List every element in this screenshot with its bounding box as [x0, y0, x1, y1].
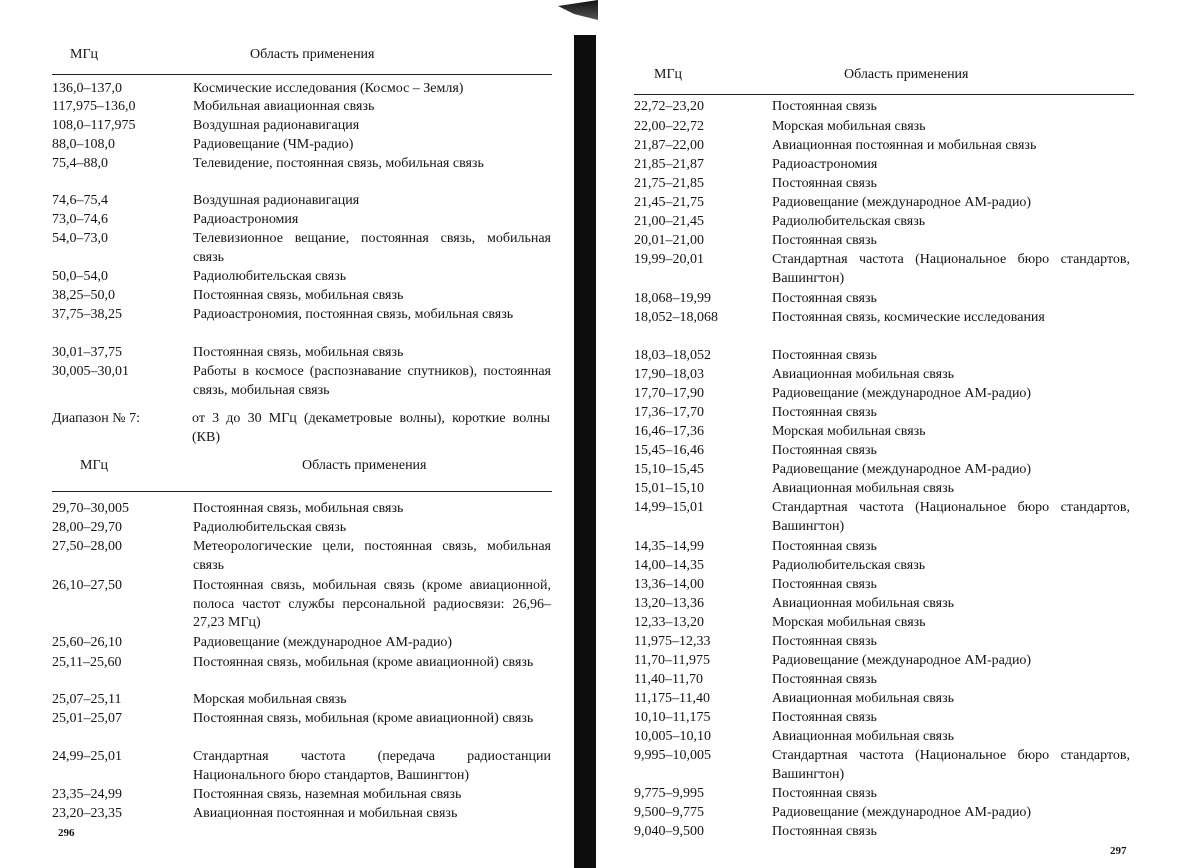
application-cell: Радиоастрономия, постоянная связь, мобильная связь	[193, 306, 551, 325]
application-cell: Радиовещание (международное АМ-радио)	[772, 461, 1130, 480]
frequency-cell: 9,500–9,775	[634, 804, 704, 823]
application-cell: Метеорологические цели, постоянная связь, мобильная связь	[193, 538, 551, 575]
frequency-cell: 19,99–20,01	[634, 251, 704, 270]
application-cell: Радиовещание (международное АМ-радио)	[772, 804, 1130, 823]
application-cell: Постоянная связь	[772, 404, 1130, 423]
application-cell: Постоянная связь, мобильная связь	[193, 344, 551, 363]
frequency-cell: 10,005–10,10	[634, 728, 711, 747]
application-cell: Морская мобильная связь	[193, 691, 551, 710]
application-cell: Постоянная связь, мобильная (кроме авиационной) связь	[193, 654, 551, 673]
application-cell: Космические исследования (Космос – Земля)	[193, 80, 551, 99]
frequency-cell: 11,40–11,70	[634, 671, 703, 690]
left-table1-col-use: Область применения	[250, 47, 375, 63]
frequency-cell: 23,35–24,99	[52, 786, 122, 805]
application-cell: Постоянная связь, наземная мобильная связь	[193, 786, 551, 805]
frequency-cell: 54,0–73,0	[52, 230, 108, 249]
frequency-cell: 14,00–14,35	[634, 557, 704, 576]
frequency-cell: 18,03–18,052	[634, 347, 711, 366]
application-cell: Авиационная мобильная связь	[772, 366, 1130, 385]
application-cell: Радиовещание (международное АМ-радио)	[193, 634, 551, 653]
frequency-cell: 136,0–137,0	[52, 80, 122, 99]
right-table-col-freq: МГц	[654, 67, 682, 83]
application-cell: Мобильная авиационная связь	[193, 98, 551, 117]
frequency-cell: 21,75–21,85	[634, 175, 704, 194]
frequency-cell: 108,0–117,975	[52, 117, 135, 136]
application-cell: Радиолюбительская связь	[193, 519, 551, 538]
application-cell: Постоянная связь	[772, 175, 1130, 194]
frequency-cell: 21,87–22,00	[634, 137, 704, 156]
left-table1-rule	[52, 74, 552, 75]
application-cell: Радиовещание (международное АМ-радио)	[772, 385, 1130, 404]
frequency-cell: 15,45–16,46	[634, 442, 704, 461]
application-cell: Морская мобильная связь	[772, 423, 1130, 442]
application-cell: Радиоастрономия	[193, 211, 551, 230]
application-cell: Постоянная связь	[772, 442, 1130, 461]
application-cell: Телевидение, постоянная связь, мобильная связь	[193, 155, 551, 174]
book-spine	[574, 35, 596, 868]
frequency-cell: 16,46–17,36	[634, 423, 704, 442]
frequency-cell: 24,99–25,01	[52, 748, 122, 767]
application-cell: Постоянная связь	[772, 633, 1130, 652]
frequency-cell: 38,25–50,0	[52, 287, 115, 306]
frequency-cell: 21,45–21,75	[634, 194, 704, 213]
frequency-cell: 15,10–15,45	[634, 461, 704, 480]
application-cell: Морская мобильная связь	[772, 614, 1130, 633]
page-number-right: 297	[1110, 845, 1127, 857]
frequency-cell: 18,052–18,068	[634, 309, 718, 328]
application-cell: Радиоастрономия	[772, 156, 1130, 175]
application-cell: Постоянная связь	[772, 576, 1130, 595]
page-number-left: 296	[58, 827, 75, 839]
frequency-cell: 30,01–37,75	[52, 344, 122, 363]
application-cell: Постоянная связь, мобильная связь	[193, 500, 551, 519]
application-cell: Радиовещание (международное АМ-радио)	[772, 194, 1130, 213]
frequency-cell: 11,70–11,975	[634, 652, 710, 671]
application-cell: Постоянная связь	[772, 538, 1130, 557]
frequency-cell: 37,75–38,25	[52, 306, 122, 325]
application-cell: Постоянная связь	[772, 290, 1130, 309]
application-cell: Воздушная радионавигация	[193, 192, 551, 211]
frequency-cell: 9,040–9,500	[634, 823, 704, 842]
application-cell: Радиолюбительская связь	[193, 268, 551, 287]
frequency-cell: 11,975–12,33	[634, 633, 710, 652]
frequency-cell: 17,70–17,90	[634, 385, 704, 404]
frequency-cell: 30,005–30,01	[52, 363, 129, 382]
frequency-cell: 25,60–26,10	[52, 634, 122, 653]
application-cell: Авиационная постоянная и мобильная связь	[193, 805, 551, 824]
frequency-cell: 25,07–25,11	[52, 691, 121, 710]
application-cell: Радиовещание (ЧМ-радио)	[193, 136, 551, 155]
application-cell: Радиовещание (международное АМ-радио)	[772, 652, 1130, 671]
application-cell: Авиационная мобильная связь	[772, 690, 1130, 709]
application-cell: Воздушная радионавигация	[193, 117, 551, 136]
frequency-cell: 12,33–13,20	[634, 614, 704, 633]
application-cell: Стандартная частота (Национальное бюро стандартов, Вашингтон)	[772, 499, 1130, 536]
frequency-cell: 9,995–10,005	[634, 747, 711, 766]
range-text: от 3 до 30 МГц (декаметровые волны), короткие волны (КВ)	[192, 410, 550, 447]
application-cell: Авиационная постоянная и мобильная связь	[772, 137, 1130, 156]
range-label: Диапазон № 7:	[52, 410, 192, 429]
left-table1-col-freq: МГц	[70, 47, 98, 63]
application-cell: Морская мобильная связь	[772, 118, 1130, 137]
left-table2-rule	[52, 491, 552, 492]
application-cell: Постоянная связь, мобильная (кроме авиационной) связь	[193, 710, 551, 729]
left-table2-col-freq: МГц	[80, 458, 108, 474]
frequency-cell: 18,068–19,99	[634, 290, 711, 309]
application-cell: Стандартная частота (передача радиостанции Национального бюро стандартов, Вашингтон)	[193, 748, 551, 785]
frequency-cell: 21,85–21,87	[634, 156, 704, 175]
application-cell: Работы в космосе (распознавание спутников), постоянная связь, мобильная связь	[193, 363, 551, 400]
frequency-cell: 74,6–75,4	[52, 192, 108, 211]
frequency-cell: 27,50–28,00	[52, 538, 122, 557]
frequency-cell: 23,20–23,35	[52, 805, 122, 824]
application-cell: Радиолюбительская связь	[772, 213, 1130, 232]
frequency-cell: 28,00–29,70	[52, 519, 122, 538]
frequency-cell: 13,20–13,36	[634, 595, 704, 614]
application-cell: Постоянная связь	[772, 232, 1130, 251]
frequency-cell: 25,01–25,07	[52, 710, 122, 729]
frequency-cell: 88,0–108,0	[52, 136, 115, 155]
frequency-cell: 22,00–22,72	[634, 118, 704, 137]
frequency-cell: 73,0–74,6	[52, 211, 108, 230]
frequency-cell: 11,175–11,40	[634, 690, 710, 709]
application-cell: Постоянная связь	[772, 671, 1130, 690]
application-cell: Авиационная мобильная связь	[772, 728, 1130, 747]
frequency-cell: 13,36–14,00	[634, 576, 704, 595]
frequency-cell: 15,01–15,10	[634, 480, 704, 499]
application-cell: Постоянная связь	[772, 823, 1130, 842]
frequency-cell: 21,00–21,45	[634, 213, 704, 232]
application-cell: Постоянная связь, мобильная связь	[193, 287, 551, 306]
frequency-cell: 25,11–25,60	[52, 654, 121, 673]
right-table-rule	[634, 94, 1134, 95]
right-table-col-use: Область применения	[844, 67, 969, 83]
application-cell: Авиационная мобильная связь	[772, 480, 1130, 499]
application-cell: Постоянная связь	[772, 98, 1130, 117]
frequency-cell: 10,10–11,175	[634, 709, 710, 728]
application-cell: Постоянная связь	[772, 785, 1130, 804]
frequency-cell: 20,01–21,00	[634, 232, 704, 251]
application-cell: Стандартная частота (Национальное бюро стандартов, Вашингтон)	[772, 251, 1130, 288]
application-cell: Стандартная частота (Национальное бюро стандартов, Вашингтон)	[772, 747, 1130, 784]
frequency-cell: 14,99–15,01	[634, 499, 704, 518]
frequency-cell: 117,975–136,0	[52, 98, 135, 117]
frequency-cell: 17,90–18,03	[634, 366, 704, 385]
left-page	[0, 0, 575, 868]
application-cell: Постоянная связь	[772, 709, 1130, 728]
application-cell: Авиационная мобильная связь	[772, 595, 1130, 614]
application-cell: Постоянная связь, мобильная связь (кроме авиационной, полоса частот службы персональной радиосвязи: 26,96–27,23 МГц)	[193, 577, 551, 633]
left-table2-col-use: Область применения	[302, 458, 427, 474]
application-cell: Постоянная связь, космические исследования	[772, 309, 1130, 328]
frequency-cell: 14,35–14,99	[634, 538, 704, 557]
frequency-cell: 9,775–9,995	[634, 785, 704, 804]
application-cell: Телевизионное вещание, постоянная связь, мобильная связь	[193, 230, 551, 267]
right-page	[594, 0, 1200, 868]
frequency-cell: 17,36–17,70	[634, 404, 704, 423]
frequency-cell: 50,0–54,0	[52, 268, 108, 287]
application-cell: Радиолюбительская связь	[772, 557, 1130, 576]
frequency-cell: 22,72–23,20	[634, 98, 704, 117]
frequency-cell: 29,70–30,005	[52, 500, 129, 519]
frequency-cell: 75,4–88,0	[52, 155, 108, 174]
application-cell: Постоянная связь	[772, 347, 1130, 366]
frequency-cell: 26,10–27,50	[52, 577, 122, 596]
